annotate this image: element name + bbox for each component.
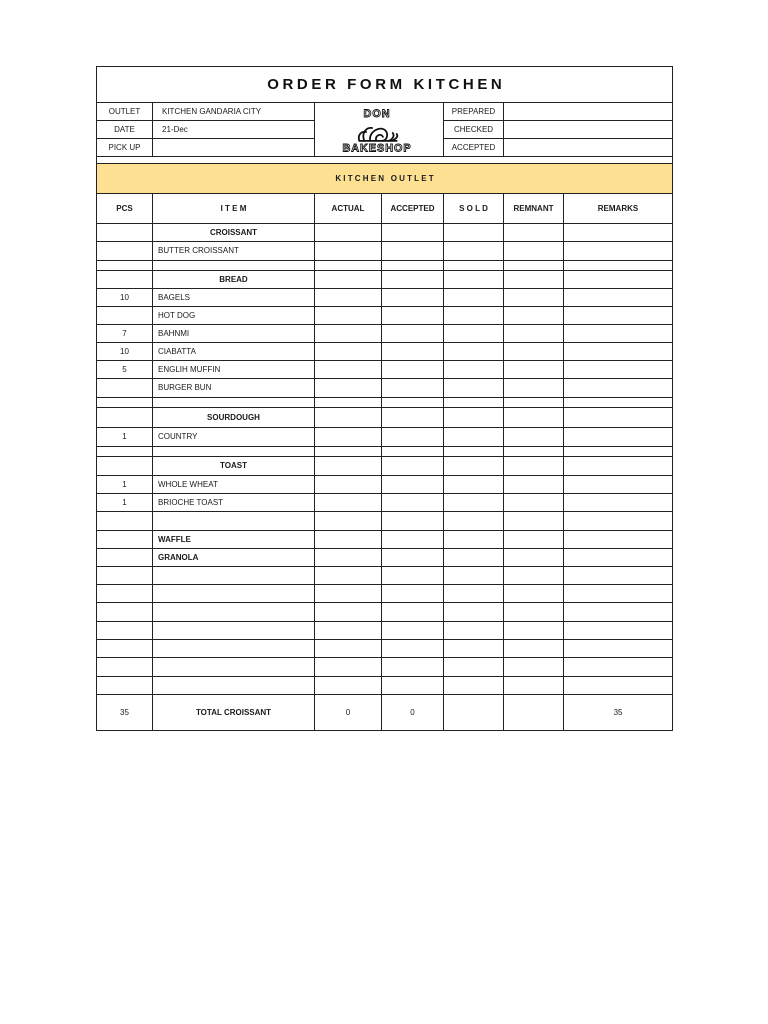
accepted-cell [382, 447, 444, 457]
pcs-cell: 10 [97, 343, 153, 361]
actual-cell [315, 379, 382, 398]
actual-cell [315, 531, 382, 549]
item-name: GRANOLA [153, 549, 315, 567]
item-name [153, 603, 315, 622]
item-name: BUTTER CROISSANT [153, 242, 315, 261]
item-row [97, 398, 673, 408]
remnant-cell [504, 476, 564, 494]
total-accepted: 0 [382, 695, 444, 731]
remnant-cell [504, 271, 564, 289]
actual-cell [315, 658, 382, 677]
accepted-cell [382, 476, 444, 494]
total-pcs: 35 [97, 695, 153, 731]
bakeshop-logo [316, 104, 443, 156]
accepted-cell [382, 242, 444, 261]
remarks-cell [564, 242, 673, 261]
accepted-cell [382, 585, 444, 603]
item-row [97, 585, 673, 603]
actual-cell [315, 361, 382, 379]
sold-cell [444, 307, 504, 325]
category-name: BREAD [153, 271, 315, 289]
category-name: TOAST [153, 457, 315, 476]
remarks-cell [564, 531, 673, 549]
item-name: BRIOCHE TOAST [153, 494, 315, 512]
logo-text-bottom: BAKESHOP [341, 142, 412, 155]
accepted-cell [382, 677, 444, 695]
sold-cell [444, 622, 504, 640]
remnant-cell [504, 658, 564, 677]
actual-cell [315, 549, 382, 567]
pcs-cell [97, 622, 153, 640]
remarks-cell [564, 224, 673, 242]
outlet-value: KITCHEN GANDARIA CITY [153, 103, 315, 121]
checked-value [504, 121, 673, 139]
accepted-cell [382, 224, 444, 242]
accepted-cell [382, 379, 444, 398]
prepared-label: PREPARED [444, 103, 504, 121]
pcs-cell [97, 585, 153, 603]
pcs-cell [97, 567, 153, 585]
accepted-cell [382, 658, 444, 677]
item-row [97, 567, 673, 585]
date-value: 21-Dec [153, 121, 315, 139]
item-row [97, 325, 673, 343]
remnant-cell [504, 457, 564, 476]
remnant-cell [504, 242, 564, 261]
item-name: BURGER BUN [153, 379, 315, 398]
remarks-cell [564, 428, 673, 447]
remarks-cell [564, 658, 673, 677]
pcs-cell [97, 531, 153, 549]
remnant-cell [504, 261, 564, 271]
column-header-row [97, 194, 673, 224]
column-header-item: I T E M [153, 194, 315, 224]
remarks-cell [564, 447, 673, 457]
sold-cell [444, 512, 504, 531]
remnant-cell [504, 408, 564, 428]
sold-cell [444, 677, 504, 695]
remnant-cell [504, 447, 564, 457]
accepted-cell [382, 622, 444, 640]
total-row [97, 695, 673, 731]
total-label: TOTAL CROISSANT [153, 695, 315, 731]
category-name: CROISSANT [153, 224, 315, 242]
item-row [97, 531, 673, 549]
remnant-cell [504, 640, 564, 658]
remnant-cell [504, 428, 564, 447]
category-row [97, 408, 673, 428]
accepted-cell [382, 271, 444, 289]
actual-cell [315, 476, 382, 494]
sold-cell [444, 447, 504, 457]
logo-text-top: DON [363, 107, 391, 120]
item-row [97, 379, 673, 398]
accepted-cell [382, 307, 444, 325]
item-row [97, 242, 673, 261]
actual-cell [315, 398, 382, 408]
accepted-cell [382, 549, 444, 567]
item-name [153, 447, 315, 457]
pickup-value [153, 139, 315, 157]
item-name: WAFFLE [153, 531, 315, 549]
pcs-cell [97, 379, 153, 398]
remarks-cell [564, 677, 673, 695]
actual-cell [315, 428, 382, 447]
actual-cell [315, 603, 382, 622]
actual-cell [315, 512, 382, 531]
accepted-cell [382, 640, 444, 658]
sold-cell [444, 224, 504, 242]
total-remarks: 35 [564, 695, 673, 731]
outlet-label: OUTLET [97, 103, 153, 121]
remarks-cell [564, 398, 673, 408]
sold-cell [444, 361, 504, 379]
item-row [97, 261, 673, 271]
remarks-cell [564, 271, 673, 289]
croissant-icon [358, 127, 397, 140]
actual-cell [315, 271, 382, 289]
pcs-cell [97, 677, 153, 695]
item-row [97, 622, 673, 640]
actual-cell [315, 325, 382, 343]
item-name: WHOLE WHEAT [153, 476, 315, 494]
remnant-cell [504, 379, 564, 398]
pcs-cell: 1 [97, 428, 153, 447]
remarks-cell [564, 476, 673, 494]
item-row [97, 549, 673, 567]
pcs-cell [97, 261, 153, 271]
item-row [97, 289, 673, 307]
sold-cell [444, 658, 504, 677]
remarks-cell [564, 408, 673, 428]
item-row [97, 447, 673, 457]
pcs-cell [97, 408, 153, 428]
accepted-cell [382, 343, 444, 361]
date-label: DATE [97, 121, 153, 139]
accepted-cell [382, 531, 444, 549]
actual-cell [315, 261, 382, 271]
item-name [153, 567, 315, 585]
sold-cell [444, 457, 504, 476]
remnant-cell [504, 398, 564, 408]
accepted-cell [382, 325, 444, 343]
remnant-cell [504, 361, 564, 379]
remarks-cell [564, 289, 673, 307]
sold-cell [444, 603, 504, 622]
actual-cell [315, 640, 382, 658]
item-name [153, 585, 315, 603]
item-row [97, 428, 673, 447]
actual-cell [315, 408, 382, 428]
remnant-cell [504, 677, 564, 695]
item-row [97, 307, 673, 325]
remnant-cell [504, 603, 564, 622]
pcs-cell: 1 [97, 476, 153, 494]
accepted-cell [382, 603, 444, 622]
item-name: CIABATTA [153, 343, 315, 361]
remarks-cell [564, 549, 673, 567]
pcs-cell [97, 307, 153, 325]
accepted-cell [382, 457, 444, 476]
item-name [153, 512, 315, 531]
item-name [153, 677, 315, 695]
remnant-cell [504, 622, 564, 640]
remarks-cell [564, 343, 673, 361]
item-name [153, 398, 315, 408]
accepted-cell [382, 261, 444, 271]
accepted-cell [382, 289, 444, 307]
column-header-remarks: REMARKS [564, 194, 673, 224]
remnant-cell [504, 549, 564, 567]
sold-cell [444, 289, 504, 307]
item-name: ENGLIH MUFFIN [153, 361, 315, 379]
section-banner-row [97, 164, 673, 194]
remarks-cell [564, 622, 673, 640]
remarks-cell [564, 307, 673, 325]
actual-cell [315, 289, 382, 307]
sold-cell [444, 549, 504, 567]
sold-cell [444, 325, 504, 343]
order-form-table [96, 66, 673, 731]
column-header-remnant: REMNANT [504, 194, 564, 224]
logo [315, 103, 444, 157]
sold-cell [444, 640, 504, 658]
pcs-cell: 10 [97, 289, 153, 307]
remarks-cell [564, 379, 673, 398]
sold-cell [444, 428, 504, 447]
pcs-cell [97, 457, 153, 476]
item-name: COUNTRY [153, 428, 315, 447]
total-remnant [504, 695, 564, 731]
actual-cell [315, 307, 382, 325]
pcs-cell [97, 658, 153, 677]
remnant-cell [504, 307, 564, 325]
column-header-accepted: ACCEPTED [382, 194, 444, 224]
spacer-row [97, 157, 673, 164]
sold-cell [444, 567, 504, 585]
sold-cell [444, 261, 504, 271]
actual-cell [315, 585, 382, 603]
sold-cell [444, 494, 504, 512]
actual-cell [315, 457, 382, 476]
section-banner: KITCHEN OUTLET [97, 164, 673, 194]
spacer-cell [97, 157, 673, 164]
item-row [97, 343, 673, 361]
item-row [97, 476, 673, 494]
accepted-cell [382, 428, 444, 447]
pcs-cell [97, 603, 153, 622]
category-row [97, 457, 673, 476]
sold-cell [444, 271, 504, 289]
pcs-cell [97, 398, 153, 408]
actual-cell [315, 343, 382, 361]
remnant-cell [504, 224, 564, 242]
remarks-cell [564, 585, 673, 603]
remarks-cell [564, 361, 673, 379]
item-row [97, 603, 673, 622]
actual-cell [315, 677, 382, 695]
item-name [153, 261, 315, 271]
remnant-cell [504, 325, 564, 343]
remarks-cell [564, 567, 673, 585]
item-row [97, 640, 673, 658]
actual-cell [315, 494, 382, 512]
header-row-outlet [97, 103, 673, 121]
accepted-label: ACCEPTED [444, 139, 504, 157]
pickup-label: PICK UP [97, 139, 153, 157]
remnant-cell [504, 512, 564, 531]
item-row [97, 494, 673, 512]
column-header-actual: ACTUAL [315, 194, 382, 224]
item-rows [97, 224, 673, 695]
item-name: HOT DOG [153, 307, 315, 325]
sold-cell [444, 408, 504, 428]
pcs-cell: 5 [97, 361, 153, 379]
pcs-cell [97, 271, 153, 289]
pcs-cell [97, 224, 153, 242]
total-actual: 0 [315, 695, 382, 731]
prepared-value [504, 103, 673, 121]
item-row [97, 677, 673, 695]
remarks-cell [564, 640, 673, 658]
actual-cell [315, 447, 382, 457]
pcs-cell: 1 [97, 494, 153, 512]
pcs-cell [97, 512, 153, 531]
checked-label: CHECKED [444, 121, 504, 139]
remnant-cell [504, 289, 564, 307]
pcs-cell [97, 549, 153, 567]
remnant-cell [504, 494, 564, 512]
sold-cell [444, 398, 504, 408]
category-name: SOURDOUGH [153, 408, 315, 428]
item-row [97, 512, 673, 531]
title-row [97, 67, 673, 103]
form-footer [97, 695, 673, 731]
remnant-cell [504, 343, 564, 361]
accepted-cell [382, 494, 444, 512]
sold-cell [444, 476, 504, 494]
item-name [153, 640, 315, 658]
remnant-cell [504, 585, 564, 603]
remnant-cell [504, 531, 564, 549]
form-title: ORDER FORM KITCHEN [97, 67, 673, 103]
actual-cell [315, 622, 382, 640]
accepted-cell [382, 361, 444, 379]
remarks-cell [564, 494, 673, 512]
pcs-cell [97, 640, 153, 658]
remnant-cell [504, 567, 564, 585]
accepted-cell [382, 408, 444, 428]
accepted-cell [382, 567, 444, 585]
remarks-cell [564, 603, 673, 622]
item-name: BAHNMI [153, 325, 315, 343]
pcs-cell [97, 242, 153, 261]
accepted-cell [382, 398, 444, 408]
category-row [97, 224, 673, 242]
actual-cell [315, 567, 382, 585]
category-row [97, 271, 673, 289]
remarks-cell [564, 512, 673, 531]
sold-cell [444, 585, 504, 603]
pcs-cell [97, 447, 153, 457]
actual-cell [315, 224, 382, 242]
remarks-cell [564, 457, 673, 476]
actual-cell [315, 242, 382, 261]
item-row [97, 658, 673, 677]
accepted-cell [382, 512, 444, 531]
form-header [97, 67, 673, 224]
sold-cell [444, 531, 504, 549]
item-name: BAGELS [153, 289, 315, 307]
sold-cell [444, 242, 504, 261]
item-name [153, 658, 315, 677]
sold-cell [444, 379, 504, 398]
remarks-cell [564, 261, 673, 271]
sold-cell [444, 343, 504, 361]
item-name [153, 622, 315, 640]
total-sold [444, 695, 504, 731]
remarks-cell [564, 325, 673, 343]
accepted-value [504, 139, 673, 157]
pcs-cell: 7 [97, 325, 153, 343]
item-row [97, 361, 673, 379]
column-header-pcs: PCS [97, 194, 153, 224]
column-header-sold: S O L D [444, 194, 504, 224]
